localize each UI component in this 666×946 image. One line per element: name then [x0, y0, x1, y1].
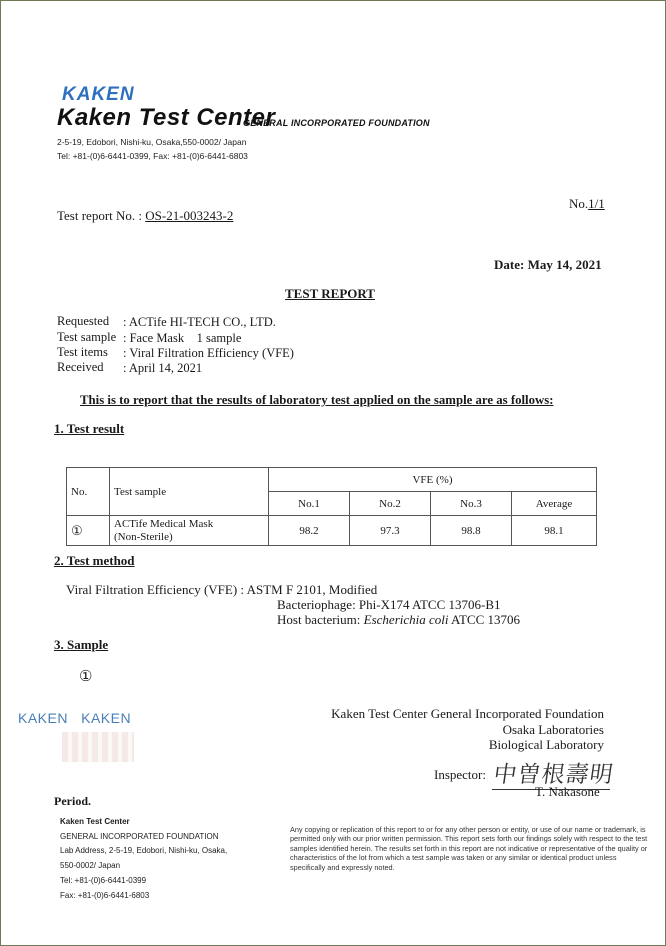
- section-test-result: 1. Test result: [54, 421, 125, 436]
- sample-photo-pattern: [62, 732, 134, 762]
- table-cell-sample-line1: ACTife Medical Mask: [114, 517, 214, 530]
- sample-marker: ①: [79, 669, 93, 685]
- table-header-no: No.: [67, 468, 110, 516]
- page-number: [569, 196, 605, 212]
- inspector-signature: 中曽根壽明: [491, 762, 616, 788]
- table-header-vfe: VFE (%): [269, 468, 597, 492]
- footer-line-4: 550-0002/ Japan: [60, 861, 121, 871]
- info-value-received: : April 14, 2021: [123, 361, 203, 375]
- info-value-test-sample: : Face Mask 1 sample: [123, 331, 242, 345]
- table-cell-no2: 97.3: [350, 516, 431, 546]
- signoff-dept: Biological Laboratory: [488, 737, 604, 752]
- signoff-lab: Osaka Laboratories: [502, 722, 604, 737]
- table-cell-average: 98.1: [512, 516, 597, 546]
- footer-address: [60, 815, 227, 903]
- page-number-label: No.: [569, 196, 589, 211]
- table-cell-no: ①: [67, 516, 110, 546]
- table-header-no2: No.2: [350, 492, 431, 516]
- table-header-no3: No.3: [431, 492, 512, 516]
- section-test-method: 2. Test method: [54, 553, 135, 568]
- table-cell-sample-line2: (Non-Sterile): [114, 530, 173, 543]
- table-header-sample: Test sample: [110, 468, 269, 516]
- period-label: Period.: [54, 794, 91, 808]
- table-header-no1: No.1: [269, 492, 350, 516]
- info-value-requested: : ACTife HI-TECH CO., LTD.: [123, 315, 276, 329]
- footer-disclaimer: Any copying or replication of this report to or for any other person or entity, or use of our name or trademark, is permitted only with our prior written permission. This report sets forth our findings solely with respect to the test samples identified herein. The results set forth in this report are not indicative or representative of the quality or characteristics of the lot from which a test sample was taken or any similar or identical product unless specifically and expressly noted.: [290, 825, 648, 872]
- report-number: [57, 208, 233, 224]
- footer-line-5: Tel: +81-(0)6-6441-0399: [60, 875, 147, 885]
- kaken-logo-sub: GENERAL INCORPORATED FOUNDATION: [243, 118, 430, 128]
- info-label-received: Received: [57, 360, 104, 374]
- footer-line-1: Kaken Test Center: [60, 817, 130, 826]
- header-contact: Tel: +81-(0)6-6441-0399, Fax: +81-(0)6-6441-6803: [57, 151, 248, 161]
- footer-line-6: Fax: +81-(0)6-6441-6803: [60, 890, 150, 900]
- table-cell-sample: [110, 516, 269, 546]
- info-label-test-items: Test items: [57, 345, 108, 359]
- report-number-value: OS-21-003243-2: [145, 208, 234, 223]
- table-cell-no3: 98.8: [431, 516, 512, 546]
- inspector-name: T. Nakasone: [535, 784, 600, 799]
- method-line-1: Viral Filtration Efficiency (VFE) : ASTM F 2101, Modified: [66, 582, 378, 597]
- result-table: [66, 467, 597, 546]
- method-line-2: Bacteriophage: Phi-X174 ATCC 13706-B1: [277, 597, 501, 612]
- kaken-logo-main: Kaken Test Center: [57, 104, 276, 131]
- page-number-value: 1/1: [588, 196, 605, 211]
- method-line-3-italic: Escherichia coli: [363, 612, 449, 627]
- sample-photo-text: KAKEN KAKEN: [18, 710, 132, 726]
- header-address: 2-5-19, Edobori, Nishi-ku, Osaka,550-0002/ Japan: [57, 137, 247, 147]
- table-row: [67, 516, 597, 546]
- section-sample: 3. Sample: [54, 637, 109, 652]
- method-line-3-suffix: ATCC 13706: [448, 612, 521, 627]
- method-line-3: [277, 612, 520, 628]
- kaken-logo-top: KAKEN: [62, 84, 135, 105]
- report-date: Date: May 14, 2021: [494, 257, 602, 272]
- table-header-average: Average: [512, 492, 597, 516]
- info-label-requested: Requested: [57, 314, 110, 328]
- table-cell-no1: 98.2: [269, 516, 350, 546]
- method-line-3-prefix: Host bacterium:: [277, 612, 364, 627]
- signoff-org: Kaken Test Center General Incorporated Foundation: [331, 706, 604, 721]
- footer-line-2: GENERAL INCORPORATED FOUNDATION: [60, 831, 219, 841]
- report-number-label: Test report No. :: [57, 208, 146, 223]
- footer-line-3: Lab Address, 2-5-19, Edobori, Nishi-ku, Osaka,: [60, 846, 228, 856]
- report-title: TEST REPORT: [285, 286, 375, 301]
- info-value-test-items: : Viral Filtration Efficiency (VFE): [123, 346, 294, 360]
- inspector-label: Inspector:: [434, 767, 486, 782]
- report-statement: This is to report that the results of laboratory test applied on the sample are as follows:: [80, 393, 554, 407]
- info-label-test-sample: Test sample: [57, 330, 117, 344]
